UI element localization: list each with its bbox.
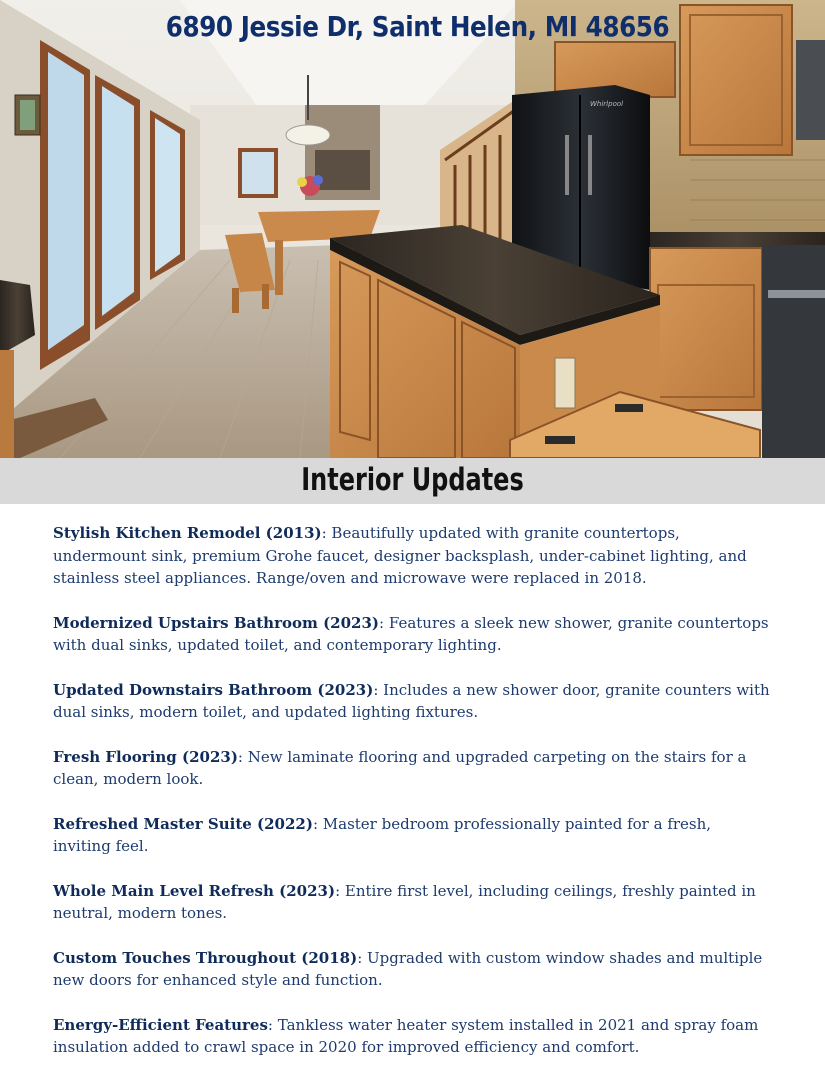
updates-list (53, 522, 773, 1081)
update-lead: Refreshed Master Suite (2022) (53, 814, 313, 833)
update-text: : Beautifully updated with granite countertops, undermount sink, premium Grohe faucet, designer backsplash, under-cabinet lighting, and stainless steel appliances. Range/oven and microwave were replaced in 2018. (53, 524, 747, 587)
update-text: : Master bedroom professionally painted for a fresh, inviting feel. (53, 814, 712, 855)
update-lead: Stylish Kitchen Remodel (2013) (53, 524, 322, 542)
update-item (53, 679, 773, 724)
update-lead: Whole Main Level Refresh (2023) (53, 881, 336, 900)
update-lead: Fresh Flooring (2023) (53, 747, 238, 766)
update-lead: Updated Downstairs Bathroom (2023) (53, 680, 374, 699)
update-item (53, 612, 773, 657)
update-item (53, 1014, 773, 1059)
update-item (53, 947, 773, 992)
update-lead: Custom Touches Throughout (2018) (53, 948, 358, 967)
update-item (53, 746, 773, 791)
update-text: : Entire first level, including ceilings, freshly painted in neutral, modern tones. (53, 881, 756, 922)
section-title: Interior Updates (301, 462, 524, 498)
update-text: : Includes a new shower door, granite counters with dual sinks, modern toilet, and updated lighting fixtures. (53, 680, 770, 721)
update-text: : New laminate flooring and upgraded carpeting on the stairs for a clean, modern look. (53, 747, 747, 788)
update-lead: Modernized Upstairs Bathroom (2023) (53, 613, 380, 632)
update-text: : Features a sleek new shower, granite countertops with dual sinks, updated toilet, and contemporary lighting. (53, 613, 769, 654)
update-item (53, 880, 773, 925)
section-header-band (0, 458, 825, 504)
update-text: : Upgraded with custom window shades and multiple new doors for enhanced style and function. (53, 948, 763, 989)
fridge-brand-label: Whirlpool (590, 100, 624, 108)
update-item (53, 522, 773, 590)
update-item (53, 813, 773, 858)
kitchen-photo-illustration (0, 0, 825, 458)
property-address: 6890 Jessie Dr, Saint Helen, MI 48656 (165, 10, 670, 43)
hero-photo (0, 0, 825, 458)
update-lead: Energy-Efficient Features (53, 1015, 268, 1034)
update-text: : Tankless water heater system installed in 2021 and spray foam insulation added to crawl space in 2020 for improved efficiency and comfort. (53, 1015, 759, 1056)
